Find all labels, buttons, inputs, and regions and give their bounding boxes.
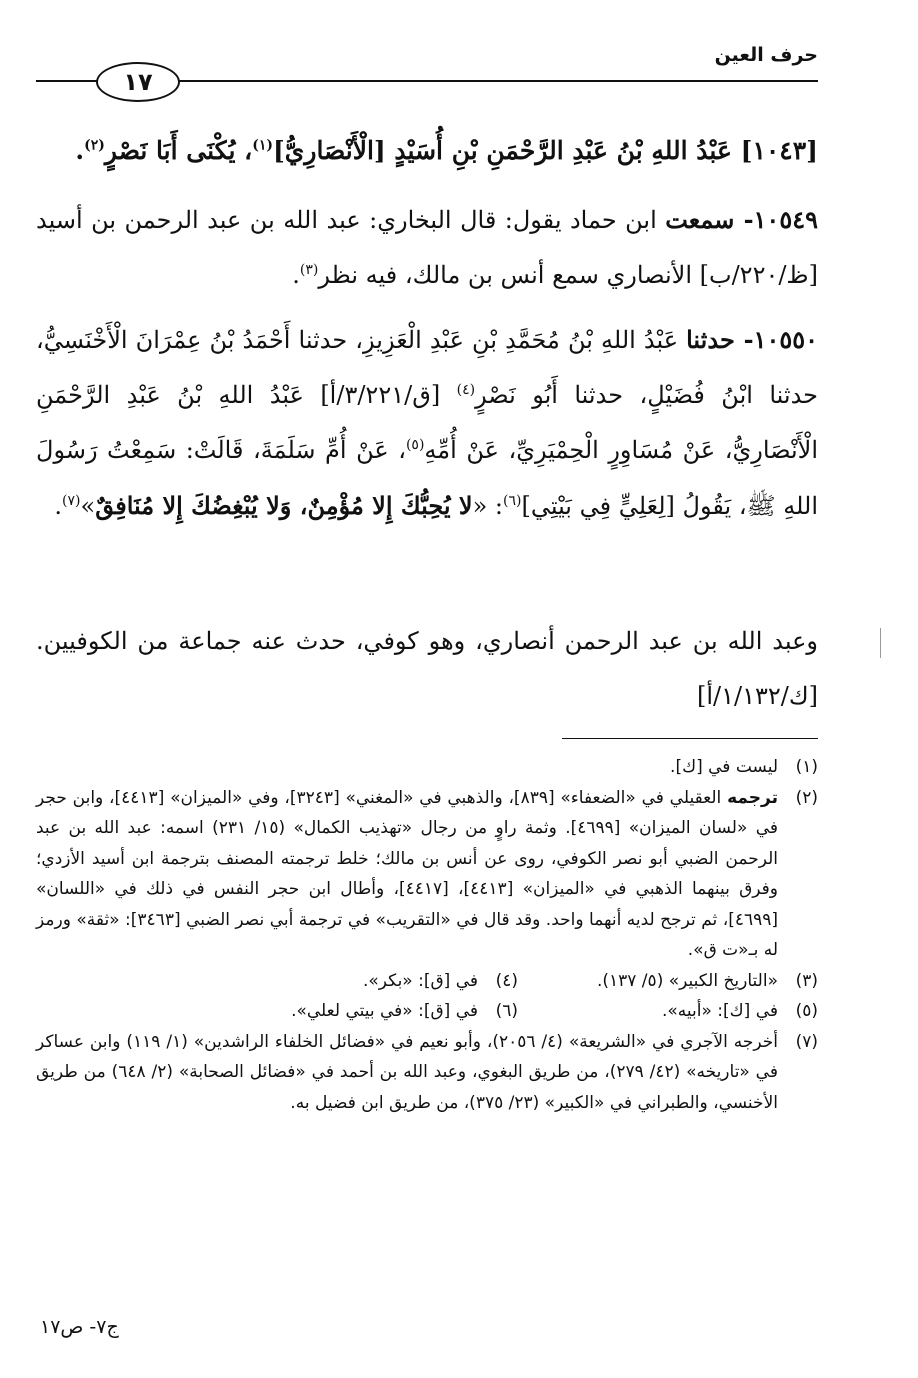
footnote-5 (518, 996, 818, 1027)
footnote-text: ليست في [ك]. (670, 757, 778, 777)
entry-heading (36, 126, 818, 176)
narration-end: . (292, 261, 300, 289)
entry-heading-end: . (75, 136, 85, 165)
entry-heading-kunya: ، يُكْنَى أَبَا نَصْرٍ (104, 136, 253, 165)
footnote-3 (518, 966, 818, 997)
isnad-text-3: ، عَنْ أُمِّ سَلَمَةَ، قَالَتْ: سَمِعْتُ رَسُولَ اللهِ ﷺ، يَقُولُ [لِعَلِيٍّ فِي بَيْتِي] (36, 436, 818, 520)
footnote-number: (٥) (795, 1001, 818, 1021)
footnote-row-5-6 (36, 996, 818, 1027)
narration-number: ١٠٥٥٠- (734, 325, 818, 354)
footnote-number: (٣) (795, 970, 818, 991)
footnote-text: في [ق]: «في بيتي لعلي». (291, 1001, 478, 1021)
footnote-text: في [ق]: «بكر». (363, 970, 478, 991)
footnote-number: (٢) (795, 787, 818, 808)
narration-lead-word: حدثنا (686, 325, 735, 354)
quote-close: » (80, 492, 96, 520)
footnote-text: في [ك]: «أبيه». (661, 1001, 778, 1021)
chapter-header-title: حرف العين (714, 44, 818, 66)
footnote-ref-1[interactable]: (١) (252, 137, 273, 154)
footnote-ref-5[interactable]: (٥) (405, 437, 425, 453)
footnote-row-3-4 (36, 966, 818, 997)
footnote-1 (36, 752, 818, 783)
footnote-number: (١) (795, 757, 818, 777)
narration-lead-word: سمعت (665, 205, 735, 234)
footnote-number: (٦) (495, 1001, 518, 1021)
narration-10549 (36, 192, 818, 303)
footnote-number: (٧) (795, 1031, 818, 1052)
footnote-2 (36, 783, 818, 966)
footnote-7 (36, 1027, 818, 1119)
footnote-text: أخرجه الآجري في «الشريعة» (٤/ ٢٠٥٦)، وأبو نعيم في «فضائل الخلفاء الراشدين» (١/ ١١٩) وابن عساكر في «تاريخه» (٤٢/ ٢٧٩)، من طريق البغوي، وعبد الله بن أحمد في «فضائل الصحابة» (٢/ ٦٤٨) من طريق الأخنسي، والطبراني في «الكبير» (٢٣/ ٣٧٥)، من طريق ابن فضيل به. (36, 1031, 778, 1113)
footnote-body: العقيلي في «الضعفاء» [٨٣٩]، والذهبي في «المغني» [٣٢٤٣]، وفي «الميزان» [٤٤١٣]، وابن حجر في «لسان الميزان» [٤٦٩٩]. وثمة راوٍ من رجال «تهذيب الكمال» (١٥/ ٢٣١) اسمه: عبد الله بن عبد الرحمن الضبي أبو نصر الكوفي، روى عن أنس بن مالك؛ خلط ترجمته المصنف بترجمة ابن أسيد الأزدي؛ وفرق بينهما الذهبي في «الميزان» [٤٤١٣]، [٤٤١٧]، وأطال ابن حجر النفس في ذلك في «اللسان» [٤٦٩٩]، ثم ترجح لديه أنهما واحد. وقد قال في «التقريب» في ترجمة أبي نصر الضبي [٣٤٦٣]: «ثقة» ورمز له بـ«ت ق». (36, 787, 779, 960)
footnote-number: (٤) (495, 970, 518, 991)
narration-10550 (36, 312, 818, 534)
isnad-text-2: [ق/٣/٢٢١/أ] عَبْدُ اللهِ بْنُ عَبْدِ الرَّحْمَنِ الْأَنْصَارِيُّ، عَنْ مُسَاوِرٍ الْحِمْيَرِيِّ، عَنْ أُمِّهِ (36, 381, 818, 464)
page-number: ١٧ (123, 68, 153, 96)
narration-text: ابن حماد يقول: قال البخاري: عبد الله بن عبد الرحمن بن أسيد [ظ/٢٢٠/ب] الأنصاري سمع أنس بن مالك، فيه نظر (36, 206, 818, 289)
footnote-separator (562, 738, 818, 739)
footnote-ref-4[interactable]: (٤) (456, 382, 476, 398)
narration-end: . (54, 492, 63, 520)
footnote-ref-6[interactable]: (٦) (502, 493, 522, 509)
footnotes-section (36, 752, 818, 1118)
page-number-oval (96, 62, 180, 102)
entry-heading-text: [١٠٤٣] عَبْدُ اللهِ بْنُ عَبْدِ الرَّحْمَنِ بْنِ أُسَيْدٍ [الْأَنْصَارِيُّ] (272, 136, 818, 165)
author-comment: وعبد الله بن عبد الرحمن أنصاري، وهو كوفي، حدث عنه جماعة من الكوفيين. [ك/١/١٣٢/أ] (36, 627, 818, 710)
footnote-ref-3[interactable]: (٣) (299, 262, 319, 278)
footnote-text (36, 783, 778, 966)
footnote-4 (218, 966, 518, 997)
footnote-ref-7[interactable]: (٧) (62, 493, 81, 509)
quote-open: : « (472, 492, 503, 520)
isnad-text-1: عَبْدُ اللهِ بْنُ مُحَمَّدِ بْنِ عَبْدِ الْعَزِيزِ، حدثنا أَحْمَدُ بْنُ عِمْرَانَ الْأَخْنَسِيُّ، حدثنا ابْنُ فُضَيْلٍ، حدثنا أَبُو نَصْرٍ (36, 326, 819, 409)
narration-number: ١٠٥٤٩- (734, 205, 818, 234)
volume-page-reference: ج٧- ص١٧ (40, 1316, 119, 1338)
hadith-text: لا يُحِبُّكَ إِلا مُؤْمِنٌ، وَلا يُبْغِضُكَ إِلا مُنَافِقٌ (95, 491, 473, 520)
footnote-lead-word: ترجمه (727, 787, 778, 808)
footnote-text: «التاريخ الكبير» (٥/ ١٣٧). (596, 970, 778, 991)
margin-mark (880, 628, 881, 658)
footnote-ref-2[interactable]: (٢) (84, 137, 105, 154)
footnote-6 (218, 996, 518, 1027)
